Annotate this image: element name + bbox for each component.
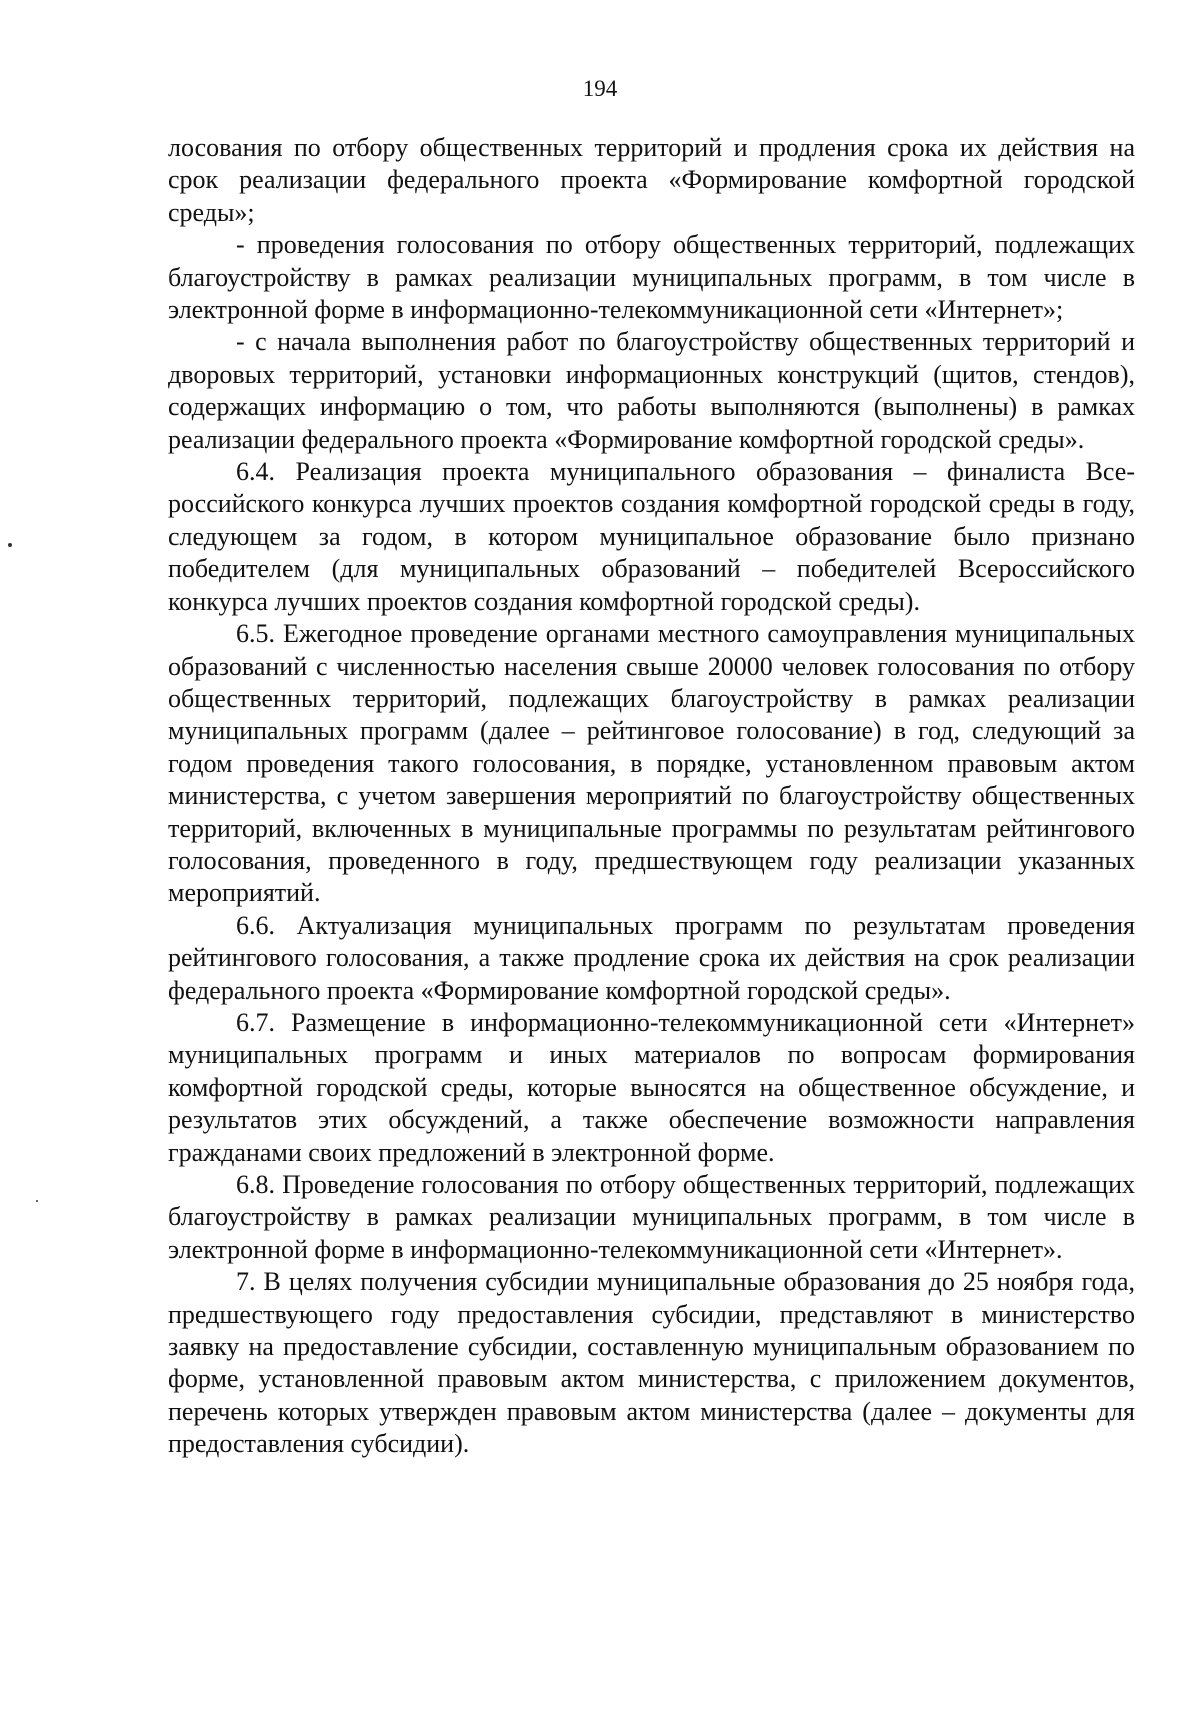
paragraph-6-4: 6.4. Реализация проекта муниципального образования – финалиста Всероссийского конкурса лучших проектов создания комфортной городской среды в году, следующем за годом, в котором муниципальное образование было признано победителем (для муниципальных образований – победителей Всероссийского конкурса лучших проектов создания комфортной городской среды).: [168, 457, 1135, 616]
scan-speck: [36, 1200, 38, 1202]
paragraph-6-8: 6.8. Проведение голосования по отбору общественных территорий, подлежащих благоустройству в рамках реализации муниципальных программ, в том числе в электронной форме в информационно-телекоммуникационной сети «Интернет».: [168, 1170, 1135, 1264]
paragraph-6-5: 6.5. Ежегодное проведение органами местного самоуправления муниципальных образований с численностью населения свыше 20000 человек голосования по отбору общественных территорий, подлежащих благоустройству в рамках реализации муниципальных программ (далее – рейтинговое голосование) в год, следующий за годом проведения такого голосования, в порядке, установленном правовым актом министерства, с учетом завершения мероприятий по благоустройству общественных территорий, включенных в муниципальные программы по результатам рейтингового голосования, проведенного в году, предшествующем году реализации указанных мероприятий.: [168, 619, 1135, 908]
paragraph-6-7: 6.7. Размещение в информационно-телекоммуникационной сети «Интернет» муниципальных программ и иных материалов по вопросам формирования комфортной городской среды, которые выносятся на общественное обсуждение, и результатов этих обсуждений, а также обеспечение возможности направления гражданами своих предложений в электронной форме.: [168, 1007, 1135, 1167]
document-body: [168, 132, 1135, 1461]
scan-speck: [8, 543, 12, 547]
page-number: 194: [582, 76, 618, 101]
paragraph-voting-item: - проведения голосования по отбору общественных территорий, подлежащих благоустройству в рамках реализации муниципальных программ, в том числе в электронной форме в информационно-телекоммуникационной сети «Интернет»;: [168, 230, 1135, 325]
paragraph-7: 7. В целях получения субсидии муниципальные образования до 25 ноября года, предшествующего году предоставления субсидии, представляют в министерство заявку на предоставление субсидии, составленную муниципальным образованием по форме, установленной правовым актом министерства, с приложением документов, перечень которых утвержден правовым актом министерства (далее – документы для предоставления субсидии).: [168, 1267, 1135, 1459]
paragraph-continuation: лосования по отбору общественных территорий и продления срока их действия на срок реализации федерального проекта «Формирование комфортной городской среды»;: [168, 133, 1135, 227]
paragraph-info-signs-item: - с начала выполнения работ по благоустройству общественных территорий и дворовых территорий, установки информационных конструкций (щитов, стендов), содержащих информацию о том, что работы выполняются (выполнены) в рамках реализации федерального проекта «Формирование комфортной городской среды».: [168, 327, 1135, 454]
paragraph-6-6: 6.6. Актуализация муниципальных программ по результатам проведения рейтингового голосования, а также продление срока их действия на срок реализации федерального проекта «Формирование комфортной городской среды».: [168, 910, 1135, 1005]
